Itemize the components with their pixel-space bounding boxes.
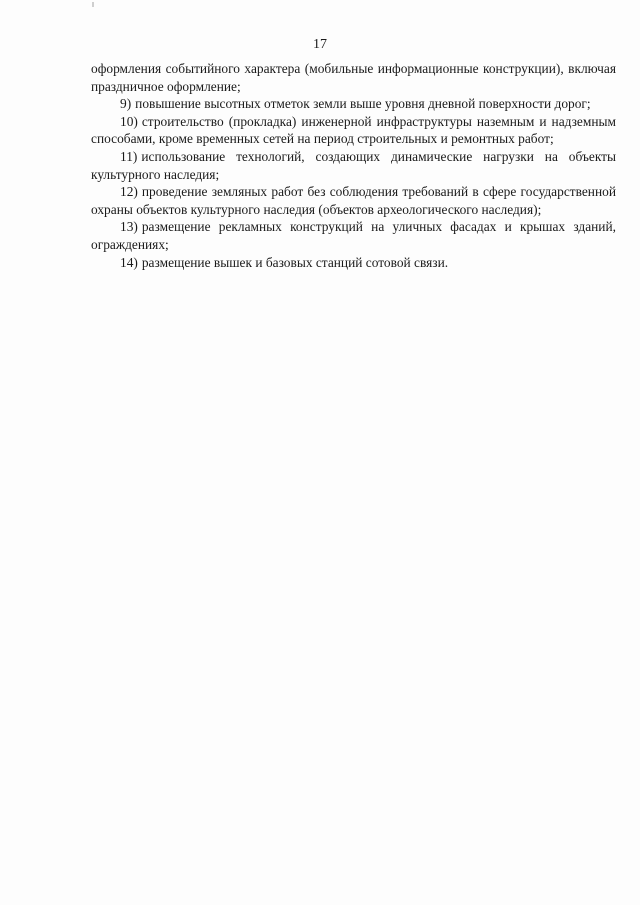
list-item-12 (91, 183, 616, 218)
list-item-number: 12) (120, 184, 138, 200)
list-item-14 (91, 254, 616, 272)
list-item-number: 14) (120, 254, 138, 270)
list-item-text: размещение рекламных конструкций на уличных фасадах и крышах зданий, ограждениях; (91, 219, 616, 252)
list-item-number: 11) (120, 148, 138, 164)
list-item-number: 10) (120, 113, 138, 129)
list-item-text: строительство (прокладка) инженерной инфраструктуры наземным и надземным способами, кроме временных сетей на период строительных и ремонтных работ; (91, 113, 616, 147)
list-item-number: 13) (120, 219, 138, 235)
document-body (91, 60, 616, 271)
list-item-text: повышение высотных отметок земли выше уровня дневной поверхности дорог; (135, 96, 591, 112)
paragraph-continuation (91, 60, 616, 95)
list-item-text: использование технологий, создающих динамические нагрузки на объекты культурного наследия; (91, 148, 616, 182)
page-number: 17 (313, 37, 327, 52)
list-item-11 (91, 148, 616, 183)
list-item-number: 9) (120, 96, 132, 112)
list-item-text: проведение земляных работ без соблюдения требований в сфере государственной охраны объектов культурного наследия (объектов археологического наследия); (91, 184, 616, 217)
list-item-13 (91, 218, 616, 253)
scan-speck (92, 2, 94, 7)
list-item-10 (91, 113, 616, 148)
paragraph-text: оформления событийного характера (мобильные информационные конструкции), включая праздничное оформление; (91, 61, 616, 94)
list-item-text: размещение вышек и базовых станций сотовой связи. (141, 254, 449, 270)
list-item-9 (91, 95, 616, 113)
